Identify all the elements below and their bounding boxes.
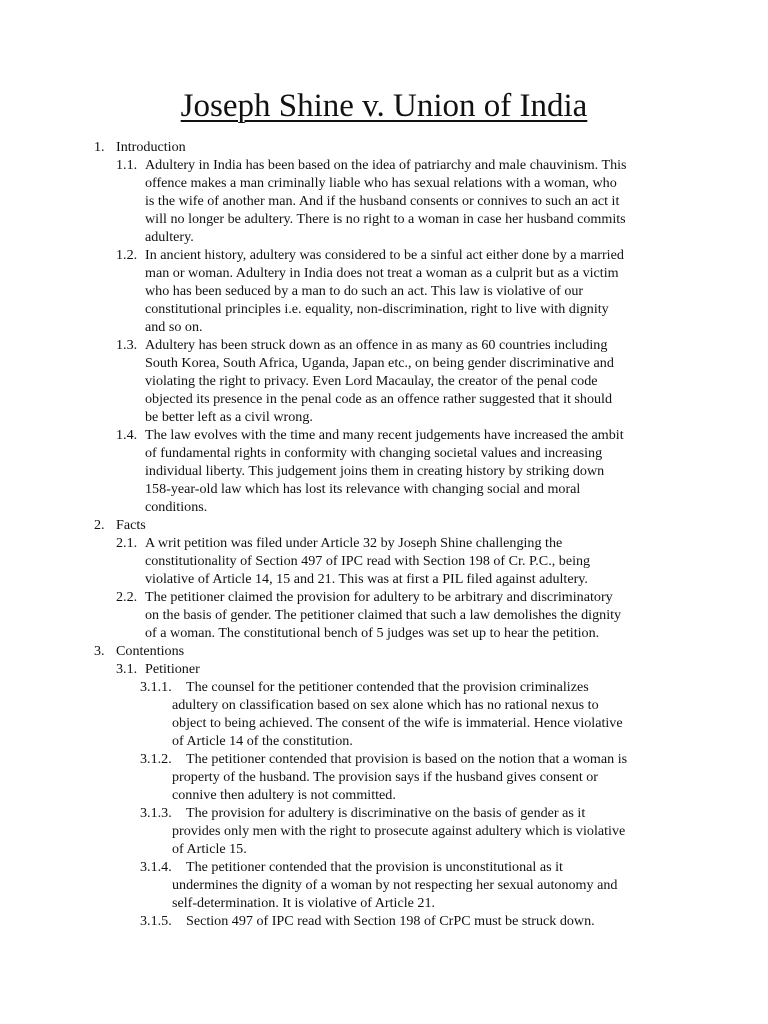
section-number: 1.	[94, 139, 105, 155]
list-item	[0, 750, 768, 804]
subsection-heading: Petitioner	[145, 661, 200, 677]
item-text-rest: property of the husband. The provision says if the husband gives consent or connive then adultery is not committed.	[172, 769, 598, 803]
item-text-rest: undermines the dignity of a woman by not respecting her sexual autonomy and self-determination. It is violative of Article 21.	[172, 877, 618, 911]
item-number: 3.1.4.	[140, 859, 172, 875]
item-text-first-line: The provision for adultery is discriminative on the basis of gender as it	[186, 805, 586, 821]
item-number: 2.2.	[116, 589, 138, 605]
item-text	[172, 804, 672, 858]
item-text	[172, 858, 672, 912]
item-text: Adultery in India has been based on the idea of patriarchy and male chauvinism. This offence makes a man criminally liable who has sexual relations with a woman, who is the wife of another man. And if the husband consents or connives to such an act it will no longer be adultery. There is no right to a woman in case her husband commits adultery.	[145, 157, 627, 245]
item-number: 3.1.2.	[140, 751, 172, 767]
item-number: 3.1.5.	[140, 913, 172, 929]
item-text-first-line: The petitioner contended that the provision is unconstitutional as it	[186, 859, 563, 875]
item-text: Adultery has been struck down as an offence in as many as 60 countries including South Korea, South Africa, Uganda, Japan etc., on being gender discriminative and violating the right to privacy. Even Lord Macaulay, the creator of the penal code objected its presence in the penal code as an offence rather suggested that it should be better left as a civil wrong.	[145, 337, 614, 425]
subsection-number: 3.1.	[116, 661, 138, 677]
item-text-first-line: Section 497 of IPC read with Section 198 of CrPC must be struck down.	[186, 913, 595, 929]
section-heading: Facts	[116, 517, 146, 533]
item-number: 3.1.1.	[140, 679, 172, 695]
list-item	[0, 534, 768, 588]
item-text: In ancient history, adultery was considered to be a sinful act either done by a married man or woman. Adultery in India does not treat a woman as a culprit but as a victim who has been seduced by a man to do such an act. This law is violative of our constitutional principles i.e. equality, non-discrimination, right to live with dignity and so on.	[145, 247, 624, 335]
item-text-first-line: The petitioner contended that provision is based on the notion that a woman is	[186, 751, 628, 767]
list-item	[0, 426, 768, 516]
section-heading: Contentions	[116, 643, 185, 659]
list-item	[0, 804, 768, 858]
section-introduction	[0, 138, 768, 156]
list-item	[0, 156, 768, 246]
section-number: 2.	[94, 517, 105, 533]
list-item	[0, 336, 768, 426]
item-text: The petitioner claimed the provision for adultery to be arbitrary and discriminatory on the basis of gender. The petitioner claimed that such a law demolishes the dignity of a woman. The constitutional bench of 5 judges was set up to hear the petition.	[145, 589, 622, 641]
list-item	[0, 246, 768, 336]
item-text: A writ petition was filed under Article 32 by Joseph Shine challenging the constitutionality of Section 497 of IPC read with Section 198 of Cr. P.C., being violative of Article 14, 15 and 21. This was at first a PIL filed against adultery.	[145, 535, 591, 587]
list-item	[0, 858, 768, 912]
document-title: Joseph Shine v. Union of India	[180, 88, 588, 124]
item-text-rest: adultery on classification based on sex alone which has no rational nexus to object to being achieved. The consent of the wife is immaterial. Hence violative of Article 14 of the constitution.	[172, 697, 623, 749]
item-number: 1.3.	[116, 337, 138, 353]
item-text-first-line: The counsel for the petitioner contended that the provision criminalizes	[186, 679, 589, 695]
item-text	[172, 750, 672, 804]
item-number: 1.1.	[116, 157, 138, 173]
item-text-rest: provides only men with the right to prosecute against adultery which is violative of Article 15.	[172, 823, 626, 857]
section-facts	[0, 516, 768, 534]
section-number: 3.	[94, 643, 105, 659]
section-heading: Introduction	[116, 139, 186, 155]
section-contentions	[0, 642, 768, 660]
item-text: The law evolves with the time and many recent judgements have increased the ambit of fundamental rights in conformity with changing societal values and increasing individual liberty. This judgement joins them in creating history by striking down 158-year-old law which has lost its relevance with changing social and moral conditions.	[145, 427, 624, 515]
item-number: 1.4.	[116, 427, 138, 443]
document-body	[0, 138, 768, 930]
list-item	[0, 912, 768, 930]
list-item	[0, 678, 768, 750]
subsection-petitioner	[0, 660, 768, 678]
item-text	[172, 678, 672, 750]
list-item	[0, 588, 768, 642]
item-number: 3.1.3.	[140, 805, 172, 821]
item-number: 2.1.	[116, 535, 138, 551]
item-number: 1.2.	[116, 247, 138, 263]
item-text	[172, 912, 672, 930]
